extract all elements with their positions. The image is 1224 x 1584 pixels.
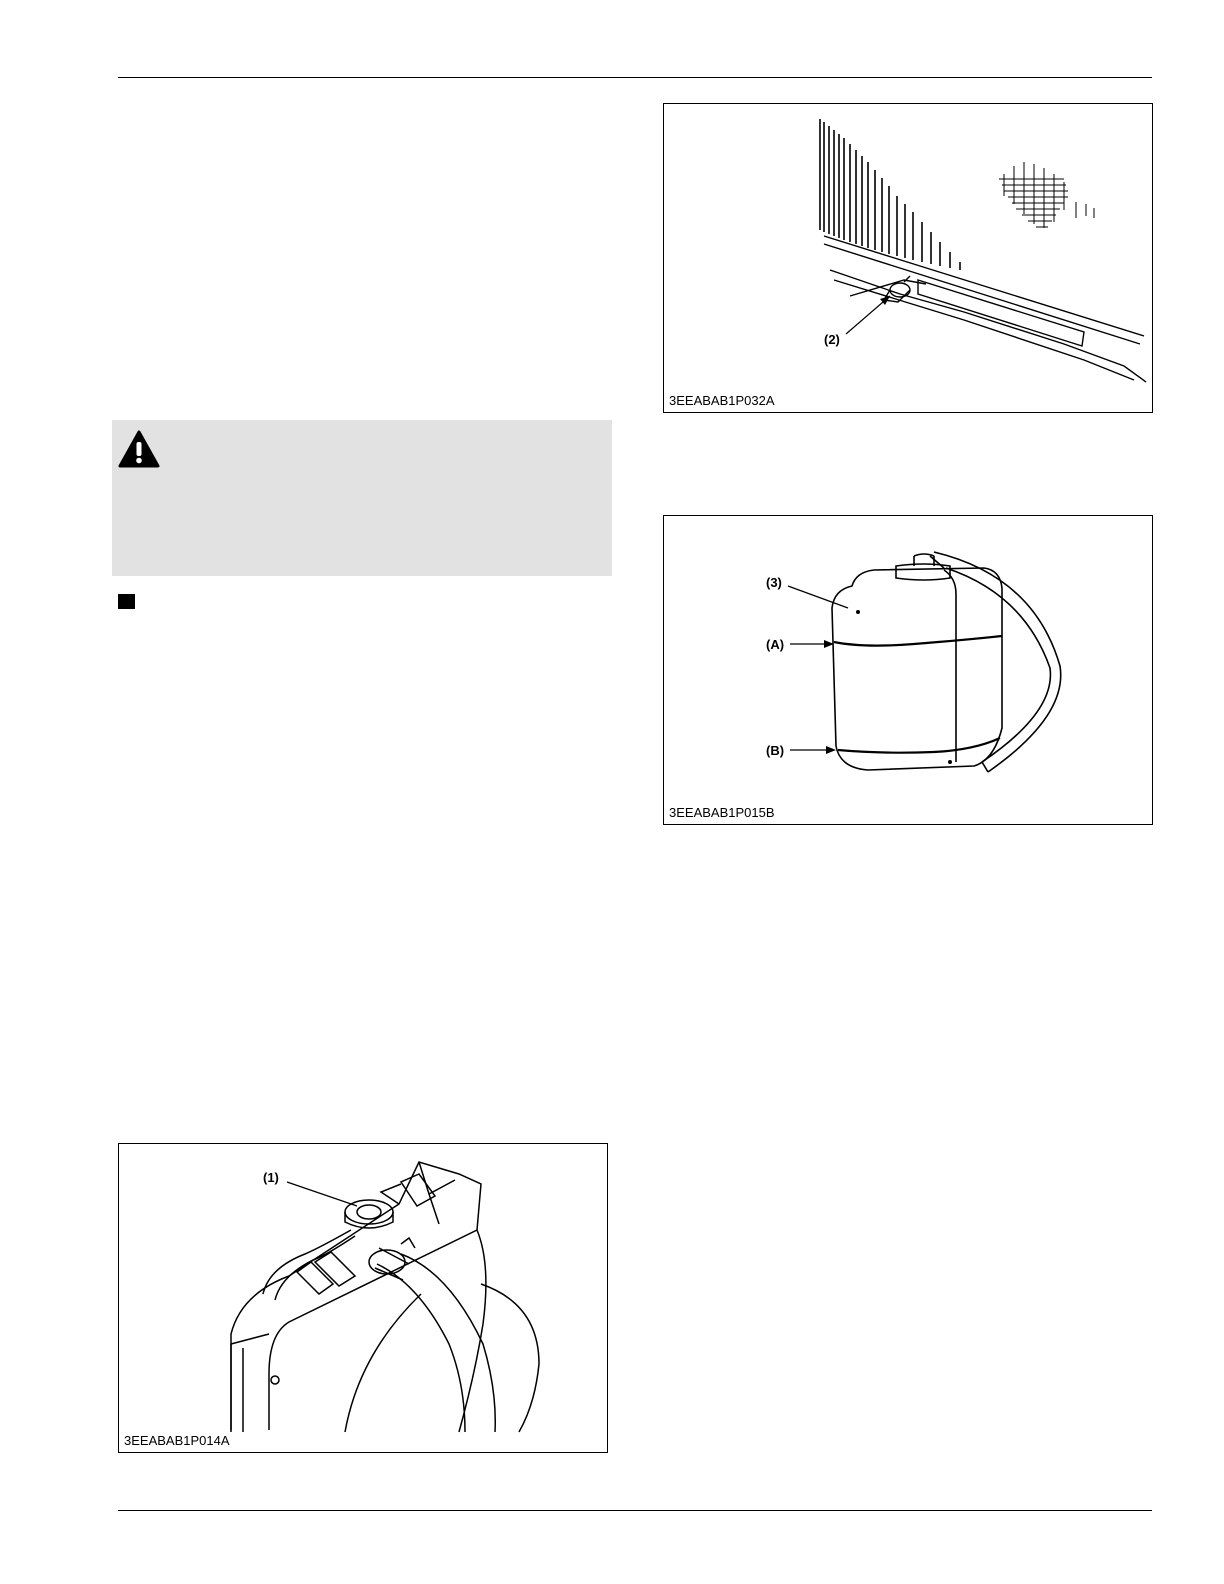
callout-1: (1) — [263, 1170, 279, 1185]
drain-cock-illustration — [664, 104, 1152, 412]
footer-rule — [118, 1510, 1152, 1511]
warning-triangle-icon — [117, 429, 161, 469]
callout-3: (3) — [766, 575, 782, 590]
figure-caption: 3EEABAB1P015B — [669, 805, 775, 820]
callout-B: (B) — [766, 743, 785, 758]
warning-box — [112, 420, 612, 576]
radiator-cap-illustration — [119, 1144, 607, 1452]
note-bullet — [118, 594, 135, 609]
figure-caption: 3EEABAB1P032A — [669, 393, 775, 408]
figure-drain-cock — [663, 103, 1153, 413]
header-rule — [118, 77, 1152, 78]
figure-reserve-tank — [663, 515, 1153, 825]
reserve-tank-illustration — [664, 516, 1152, 824]
figure-radiator-cap — [118, 1143, 608, 1453]
callout-2: (2) — [824, 332, 840, 347]
figure-caption: 3EEABAB1P014A — [124, 1433, 230, 1448]
callout-A: (A) — [766, 637, 785, 652]
